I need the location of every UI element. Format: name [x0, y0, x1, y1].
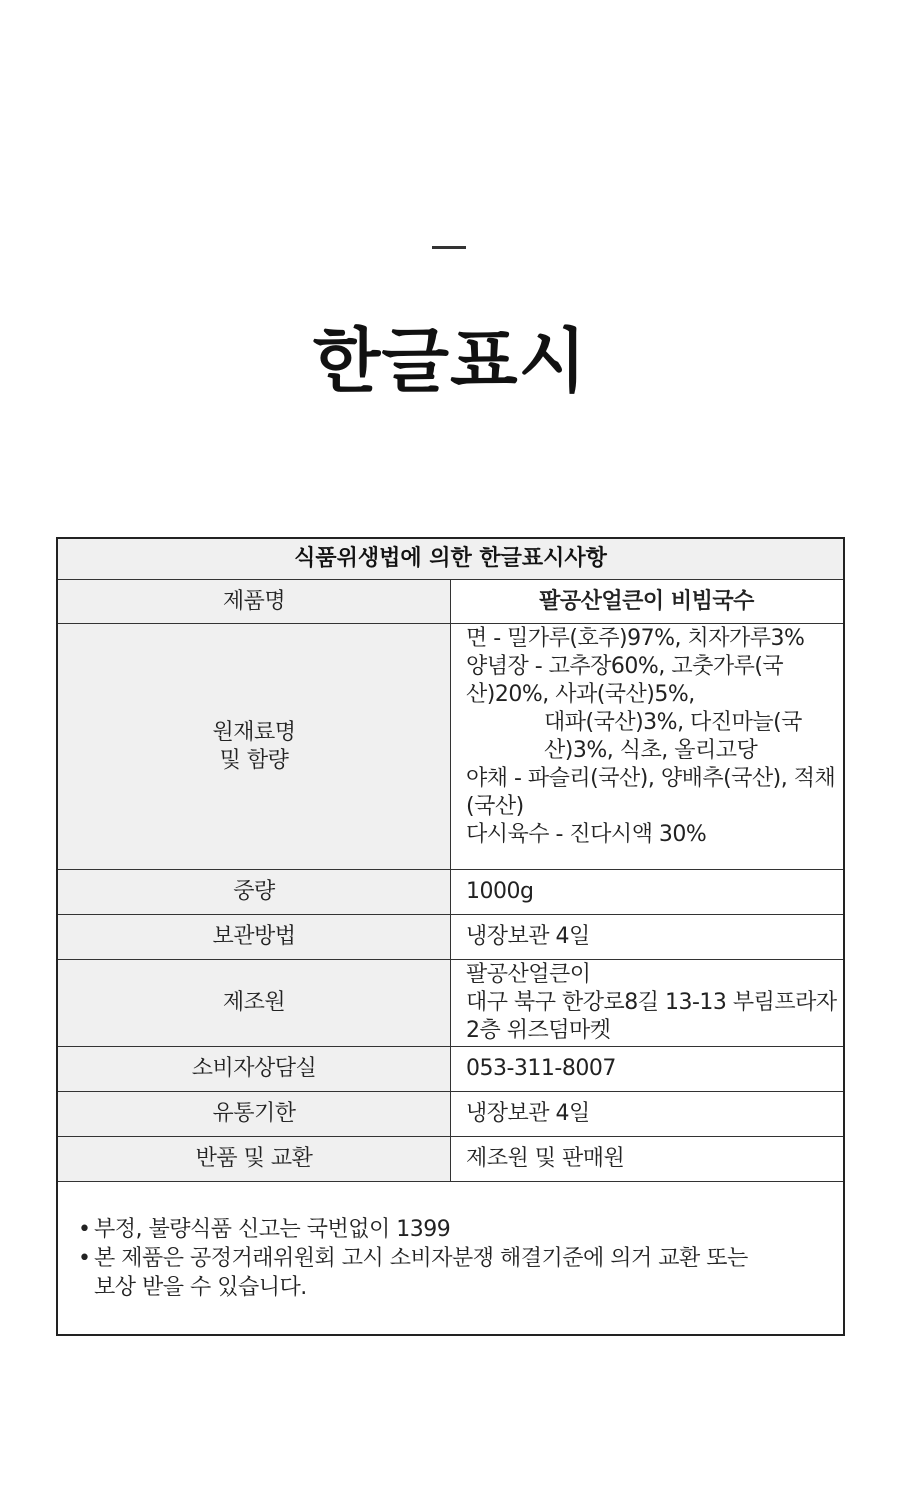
ingredient-line-broth: 다시육수 - 진다시액 30%	[466, 822, 707, 847]
title-accent-dash	[432, 246, 466, 249]
notes-cell	[57, 1182, 844, 1336]
row-expiry	[57, 1092, 844, 1137]
ingredient-line-sauce-cont: 대파(국산)3%, 다진마늘(국산)3%, 식초, 올리고당	[544, 710, 802, 763]
note-exchange-line1: • 본 제품은 공정거래위원회 고시 소비자분쟁 해결기준에 의거 교환 또는	[94, 1245, 748, 1271]
label-info-table	[56, 537, 845, 1336]
manufacturer-name: 팔공산얼큰이	[466, 962, 591, 987]
ingredients-label-line2: 및 함량	[219, 747, 289, 773]
expiry-label: 유통기한	[57, 1092, 451, 1137]
row-notes	[57, 1182, 844, 1336]
row-weight	[57, 870, 844, 915]
storage-label: 보관방법	[57, 915, 451, 960]
weight-label: 중량	[57, 870, 451, 915]
ingredients-label-line1: 원재료명	[212, 719, 296, 745]
storage-value: 냉장보관 4일	[451, 915, 845, 960]
returns-label: 반품 및 교환	[57, 1137, 451, 1182]
row-returns	[57, 1137, 844, 1182]
ingredients-value	[451, 624, 845, 870]
ingredient-line-vegetables: 야채 - 파슬리(국산), 양배추(국산), 적채(국산)	[466, 766, 836, 819]
expiry-value: 냉장보관 4일	[451, 1092, 845, 1137]
note-report: • 부정, 불량식품 신고는 국번없이 1399	[78, 1215, 842, 1244]
weight-value: 1000g	[451, 870, 845, 915]
page-title: 한글표시	[312, 320, 588, 402]
manufacturer-value	[451, 960, 845, 1047]
row-storage	[57, 915, 844, 960]
manufacturer-address: 대구 북구 한강로8길 13-13 부림프라자 2층 위즈덤마켓	[466, 990, 837, 1043]
product-name-value: 팔공산얼큰이 비빔국수	[451, 580, 845, 624]
row-manufacturer	[57, 960, 844, 1047]
ingredient-line-noodle: 면 - 밀가루(호주)97%, 치자가루3%	[466, 626, 805, 651]
table-header: 식품위생법에 의한 한글표시사항	[57, 538, 844, 580]
consumer-office-phone: 053-311-8007	[451, 1047, 845, 1092]
table-header-row	[57, 538, 844, 580]
product-name-label: 제품명	[57, 580, 451, 624]
ingredient-line-sauce: 양념장 - 고추장60%, 고춧가루(국산)20%, 사과(국산)5%,	[466, 654, 784, 707]
manufacturer-label: 제조원	[57, 960, 451, 1047]
row-ingredients	[57, 624, 844, 870]
note-exchange	[78, 1244, 842, 1302]
ingredients-label	[57, 624, 451, 870]
row-product-name	[57, 580, 844, 624]
row-consumer-office	[57, 1047, 844, 1092]
note-exchange-line2: 보상 받을 수 있습니다.	[94, 1274, 307, 1300]
returns-value: 제조원 및 판매원	[451, 1137, 845, 1182]
consumer-office-label: 소비자상담실	[57, 1047, 451, 1092]
